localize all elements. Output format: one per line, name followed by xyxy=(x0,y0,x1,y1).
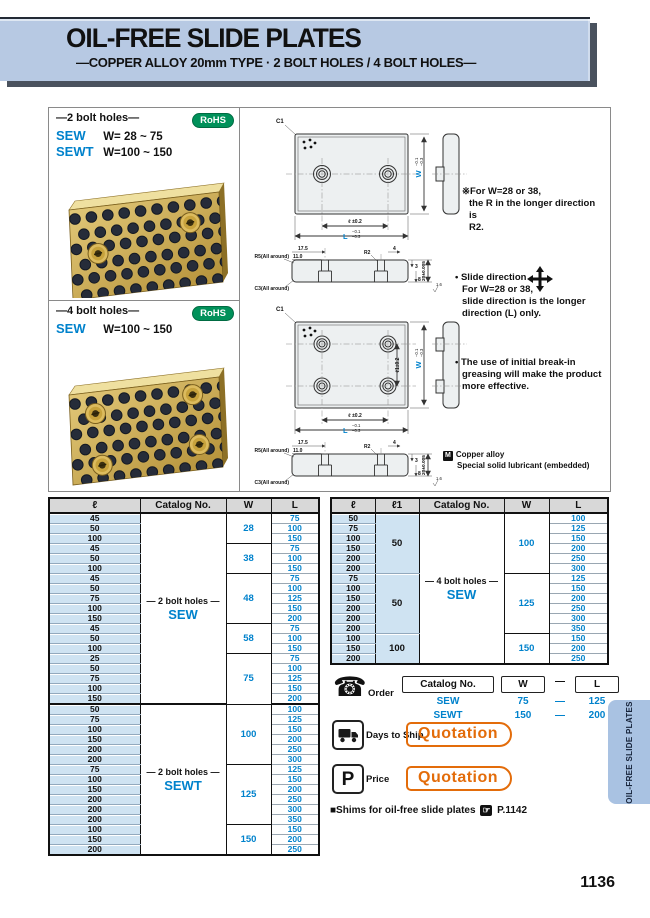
cell-l1: 50 xyxy=(375,513,419,574)
cell-L: 75 xyxy=(271,513,319,524)
series-range: W=100 ~ 150 xyxy=(103,147,173,159)
cell-l: 100 xyxy=(49,775,140,785)
note-slide-direction: • Slide direction For W=28 or 38, slide direction is the longer direction (L) only. xyxy=(455,272,586,319)
cell-l: 50 xyxy=(331,513,375,524)
cell-L: 250 xyxy=(549,554,608,564)
order-dash: — xyxy=(555,676,565,687)
cell-l: 100 xyxy=(49,825,140,835)
series-range: W= 28 ~ 75 xyxy=(103,131,163,143)
label-surface: 1.6 xyxy=(436,476,442,481)
series-row xyxy=(56,128,163,143)
cell-l: 150 xyxy=(49,835,140,845)
cell-l: 50 xyxy=(49,554,140,564)
days-to-ship-label: Days to Ship xyxy=(366,730,424,741)
cell-l: 100 xyxy=(331,634,375,644)
cell-l: 25 xyxy=(49,654,140,664)
panel-title: —4 bolt holes— xyxy=(56,305,140,317)
col-header-l: ℓ xyxy=(331,498,375,513)
order-label: Order xyxy=(368,688,394,699)
cell-L: 75 xyxy=(271,574,319,584)
catalog-code: SEW xyxy=(168,606,198,622)
cell-L: 250 xyxy=(549,604,608,614)
svg-text:−0.1: −0.1 xyxy=(352,229,361,234)
cell-L: 200 xyxy=(271,835,319,845)
label-r5: R5(All around) xyxy=(254,254,289,260)
svg-text:−0.1: −0.1 xyxy=(414,157,419,166)
cell-L: 200 xyxy=(549,644,608,654)
cell-L: 150 xyxy=(549,634,608,644)
cell-L: 200 xyxy=(271,614,319,624)
cell-l: 200 xyxy=(331,554,375,564)
catalog-code: SEWT xyxy=(164,777,202,793)
label-w: W xyxy=(414,361,423,369)
svg-text:8: 8 xyxy=(418,471,421,477)
cell-l: 100 xyxy=(49,604,140,614)
label-l: L xyxy=(343,232,348,241)
col-header-L: L xyxy=(549,498,608,513)
cell-l: 150 xyxy=(331,544,375,554)
cell-L: 100 xyxy=(271,664,319,674)
cell-L: 150 xyxy=(271,775,319,785)
cell-L: 300 xyxy=(549,564,608,574)
col-header-w: W xyxy=(226,498,271,513)
cell-l: 75 xyxy=(49,715,140,725)
table-row xyxy=(49,704,319,715)
series-range: W=100 ~ 150 xyxy=(103,324,173,336)
price-quotation: Quotation xyxy=(406,766,512,791)
cell-L: 100 xyxy=(271,554,319,564)
cell-l: 150 xyxy=(49,614,140,624)
truck-icon xyxy=(332,720,364,750)
cell-L: 150 xyxy=(271,564,319,574)
rohs-badge: RoHS xyxy=(192,113,234,128)
bolt-hole xyxy=(88,244,108,264)
cell-l: 75 xyxy=(49,765,140,775)
cell-l: 100 xyxy=(49,644,140,654)
label-l: L xyxy=(343,426,348,435)
cell-L: 150 xyxy=(271,684,319,694)
cell-l: 100 xyxy=(49,725,140,735)
label-w: W xyxy=(414,170,423,178)
cell-l: 200 xyxy=(49,805,140,815)
cell-l: 100 xyxy=(49,564,140,574)
label-r5: R5(All around) xyxy=(254,448,289,454)
cell-L: 150 xyxy=(549,584,608,594)
cell-L: 100 xyxy=(271,634,319,644)
label-r2: R2 xyxy=(364,250,371,256)
order-box-L: L xyxy=(575,676,619,693)
cell-l: 50 xyxy=(49,524,140,534)
cell-l: 50 xyxy=(49,664,140,674)
cell-l: 100 xyxy=(331,584,375,594)
cell-L: 75 xyxy=(271,654,319,664)
cell-l: 75 xyxy=(331,574,375,584)
shims-page-ref: P.1142 xyxy=(497,805,528,816)
rohs-badge: RoHS xyxy=(192,306,234,321)
cell-w: 58 xyxy=(226,624,271,654)
technical-drawing-2-bolt xyxy=(240,108,475,296)
cell-w: 28 xyxy=(226,513,271,544)
label-pitch1: ℓ1±0.2 xyxy=(395,357,401,373)
svg-text:11.0: 11.0 xyxy=(293,254,303,260)
col-header-catalog: Catalog No. xyxy=(140,498,226,513)
cell-L: 150 xyxy=(271,604,319,614)
cell-L: 125 xyxy=(549,574,608,584)
catalog-group-label: — 2 bolt holes — xyxy=(146,766,220,777)
cell-w: 125 xyxy=(226,765,271,825)
svg-text:−0.1: −0.1 xyxy=(414,348,419,357)
cell-L: 75 xyxy=(271,624,319,634)
svg-text:−0.3: −0.3 xyxy=(352,428,361,433)
material-note: M Copper alloy Special solid lubricant (embedded) xyxy=(445,450,590,470)
bolt-hole xyxy=(180,213,200,233)
cell-l: 45 xyxy=(49,574,140,584)
svg-text:−0.1: −0.1 xyxy=(352,423,361,428)
series-code: SEWT xyxy=(56,144,94,159)
cell-l: 150 xyxy=(331,644,375,654)
material-icon: M xyxy=(445,452,451,459)
label-c1: C1 xyxy=(276,119,284,125)
cell-l1: 100 xyxy=(375,634,419,665)
catalog-cell xyxy=(419,513,504,664)
cell-L: 125 xyxy=(549,524,608,534)
col-header-catalog: Catalog No. xyxy=(419,498,504,513)
spec-table-4-bolt xyxy=(330,497,609,665)
cell-L: 200 xyxy=(271,735,319,745)
cell-L: 150 xyxy=(271,725,319,735)
cell-L: 75 xyxy=(271,544,319,554)
catalog-group-label: — 2 bolt holes — xyxy=(146,595,220,606)
cell-l: 45 xyxy=(49,624,140,634)
cell-l: 50 xyxy=(49,584,140,594)
cell-L: 250 xyxy=(271,795,319,805)
cell-L: 300 xyxy=(549,614,608,624)
shims-reference: ■Shims for oil-free slide plates ☞ P.1142 xyxy=(330,805,528,816)
cell-l: 45 xyxy=(49,544,140,554)
cell-l: 150 xyxy=(331,594,375,604)
price-label: Price xyxy=(366,774,390,785)
catalog-cell xyxy=(140,513,226,704)
cell-w: 75 xyxy=(226,654,271,705)
product-photo-4-bolt xyxy=(53,345,233,487)
cell-L: 100 xyxy=(271,704,319,715)
cell-L: 150 xyxy=(271,825,319,835)
table-header-row xyxy=(49,498,319,513)
cell-L: 100 xyxy=(271,584,319,594)
cell-l: 200 xyxy=(331,564,375,574)
cell-w: 150 xyxy=(226,825,271,856)
page-header-banner xyxy=(0,17,590,81)
svg-text:17.5: 17.5 xyxy=(298,440,308,446)
label-thickness: 20±0.005 xyxy=(422,455,427,475)
col-header-l1: ℓ1 xyxy=(375,498,419,513)
cell-l: 200 xyxy=(331,654,375,665)
cell-l: 200 xyxy=(49,745,140,755)
col-header-L: L xyxy=(271,498,319,513)
cell-l: 45 xyxy=(49,513,140,524)
cell-l: 75 xyxy=(49,594,140,604)
label-pitch: ℓ ±0.2 xyxy=(348,413,362,419)
note-radius: ※For W=28 or 38, the R in the longer direction is R2. xyxy=(462,186,596,233)
col-header-w: W xyxy=(504,498,549,513)
order-box-catalog: Catalog No. xyxy=(402,676,494,693)
label-c3: C3(All around) xyxy=(254,480,289,486)
order-format: Catalog No. W — L SEW 75 — 125 SEWT 150 — 200 xyxy=(402,676,619,721)
cell-l: 75 xyxy=(49,674,140,684)
cell-L: 100 xyxy=(549,513,608,524)
cell-l: 150 xyxy=(49,735,140,745)
svg-text:−0.3: −0.3 xyxy=(419,157,424,166)
panel-2-bolt-holes xyxy=(48,107,240,302)
pointing-hand-icon: ☞ xyxy=(482,805,491,815)
price-icon: P xyxy=(332,764,364,794)
product-photo-2-bolt xyxy=(53,160,233,298)
spec-table-2-bolt xyxy=(48,497,320,856)
cell-L: 300 xyxy=(271,755,319,765)
cell-l: 150 xyxy=(49,785,140,795)
table-row xyxy=(49,513,319,524)
label-thickness: 20±0.005 xyxy=(422,261,427,281)
catalog-code: SEW xyxy=(446,586,477,602)
cell-l1: 50 xyxy=(375,574,419,634)
cell-l: 200 xyxy=(49,815,140,825)
cell-L: 350 xyxy=(271,815,319,825)
svg-text:−0.3: −0.3 xyxy=(419,348,424,357)
svg-text:−0.3: −0.3 xyxy=(352,234,361,239)
series-code: SEW xyxy=(56,321,86,336)
note-greasing: • The use of initial break-in greasing will make the product more effective. xyxy=(455,357,602,392)
cell-L: 200 xyxy=(549,594,608,604)
panel-title: —2 bolt holes— xyxy=(56,112,140,124)
table-header-row xyxy=(331,498,608,513)
label-surface: 1.6 xyxy=(436,282,442,287)
bolt-hole xyxy=(85,404,105,424)
cell-l: 200 xyxy=(49,795,140,805)
svg-text:8: 8 xyxy=(418,277,421,283)
cell-L: 125 xyxy=(271,674,319,684)
page-title: OIL-FREE SLIDE PLATES xyxy=(66,23,361,53)
cell-l: 200 xyxy=(331,604,375,614)
svg-text:11.0: 11.0 xyxy=(293,448,303,454)
phone-icon: ☎ xyxy=(333,672,367,702)
label-c1: C1 xyxy=(276,307,284,313)
page-subtitle: —COPPER ALLOY 20mm TYPE · 2 BOLT HOLES / 4 BOLT HOLES— xyxy=(76,55,477,70)
label-c3: C3(All around) xyxy=(254,286,289,292)
svg-text:3: 3 xyxy=(415,458,418,464)
cell-l: 200 xyxy=(331,624,375,634)
order-box-w: W xyxy=(501,676,545,693)
cell-w: 38 xyxy=(226,544,271,574)
label-r2: R2 xyxy=(364,444,371,450)
bolt-hole xyxy=(183,385,203,405)
side-tab-oil-free-slide-plates[interactable]: OIL-FREE SLIDE PLATES xyxy=(608,700,650,804)
svg-text:17.5: 17.5 xyxy=(298,246,308,252)
series-code: SEW xyxy=(56,128,86,143)
cell-L: 200 xyxy=(271,785,319,795)
cell-l: 100 xyxy=(49,534,140,544)
cell-w: 125 xyxy=(504,574,549,634)
series-row xyxy=(56,144,172,159)
cell-w: 100 xyxy=(504,513,549,574)
cell-l: 100 xyxy=(331,534,375,544)
cell-L: 125 xyxy=(271,594,319,604)
cell-L: 150 xyxy=(271,534,319,544)
cell-L: 100 xyxy=(271,524,319,534)
cell-L: 150 xyxy=(271,644,319,654)
cell-l: 200 xyxy=(49,845,140,856)
cell-l: 100 xyxy=(49,684,140,694)
cell-L: 250 xyxy=(271,845,319,856)
bolt-hole xyxy=(189,435,209,455)
four-way-arrow-icon xyxy=(527,266,553,292)
catalog-group-label: — 4 bolt holes — xyxy=(424,575,498,586)
panel-4-bolt-holes xyxy=(48,300,240,492)
cell-L: 250 xyxy=(549,654,608,665)
cell-l: 150 xyxy=(49,694,140,705)
cell-L: 200 xyxy=(549,544,608,554)
cell-L: 250 xyxy=(271,745,319,755)
cell-L: 350 xyxy=(549,624,608,634)
col-header-l: ℓ xyxy=(49,498,140,513)
cell-L: 125 xyxy=(271,765,319,775)
svg-text:3: 3 xyxy=(415,264,418,270)
svg-text:4: 4 xyxy=(393,440,396,446)
table-row xyxy=(331,513,608,524)
bolt-hole xyxy=(92,455,112,475)
cell-L: 150 xyxy=(549,534,608,544)
cell-l: 50 xyxy=(49,704,140,715)
page-number: 1136 xyxy=(580,874,615,891)
cell-l: 50 xyxy=(49,634,140,644)
cell-L: 200 xyxy=(271,694,319,705)
cell-l: 200 xyxy=(49,755,140,765)
cell-L: 125 xyxy=(271,715,319,725)
cell-w: 100 xyxy=(226,704,271,765)
cell-w: 48 xyxy=(226,574,271,624)
label-pitch: ℓ ±0.2 xyxy=(348,219,362,225)
technical-drawing-4-bolt xyxy=(240,296,475,490)
cell-l: 200 xyxy=(331,614,375,624)
svg-text:4: 4 xyxy=(393,246,396,252)
cell-L: 300 xyxy=(271,805,319,815)
series-row xyxy=(56,321,172,336)
cell-l: 75 xyxy=(331,524,375,534)
days-to-ship-quotation: Quotation xyxy=(406,722,512,747)
cell-w: 150 xyxy=(504,634,549,665)
catalog-cell xyxy=(140,704,226,855)
